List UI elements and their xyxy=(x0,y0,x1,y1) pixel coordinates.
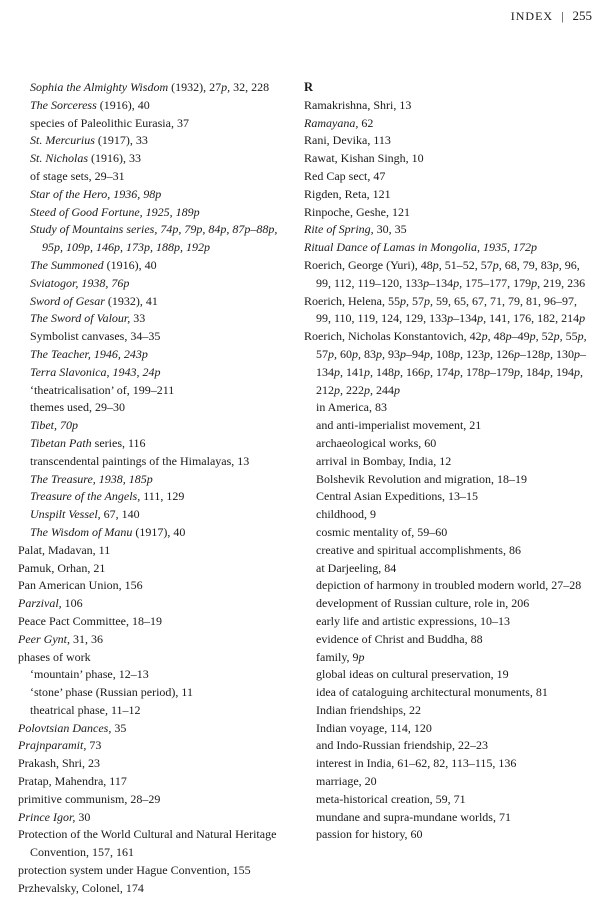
entry-text: –134 xyxy=(429,275,454,290)
entry-text: Polovtsian Dances, xyxy=(18,720,112,735)
entry-text: p xyxy=(358,649,365,664)
entry-text: p, xyxy=(399,293,409,308)
index-subentry xyxy=(304,399,590,417)
entry-text: at Darjeeling, 84 xyxy=(316,560,397,575)
entry-text: Prakash, Shri, 23 xyxy=(18,756,100,771)
entry-text: global ideas on cultural preservation, 19 xyxy=(316,667,509,682)
index-subentry xyxy=(18,204,286,222)
entry-text: 30, 35 xyxy=(373,222,407,237)
index-entry xyxy=(18,631,286,649)
entry-text: Unspilt Vessel, xyxy=(30,507,101,522)
entry-text: Rigden, Reta, 121 xyxy=(304,186,391,201)
index-subentry xyxy=(18,435,286,453)
entry-text: Terra Slavonica, 1943, 24p xyxy=(30,364,161,379)
entry-text: theatrical phase, 11–12 xyxy=(30,702,141,717)
entry-text: p, xyxy=(544,364,553,379)
entry-text: p, xyxy=(221,80,231,94)
entry-text: p, xyxy=(424,346,433,361)
entry-text: 83 xyxy=(361,346,376,361)
entry-text: Sword of Gesar xyxy=(30,293,105,308)
index-subentry xyxy=(304,613,590,631)
entry-text: 106 xyxy=(61,596,83,611)
index-subentry xyxy=(18,524,286,542)
index-subentry xyxy=(304,560,590,578)
index-subentry xyxy=(18,275,286,293)
entry-text: p, xyxy=(492,257,502,272)
index-entry xyxy=(18,613,286,631)
entry-text: Parzival, xyxy=(18,596,62,611)
entry-text: ‘theatricalisation’ of, 199–211 xyxy=(30,382,175,397)
index-subentry xyxy=(304,826,590,844)
entry-text: Pratap, Mahendra, 117 xyxy=(18,774,127,789)
index-entry xyxy=(304,328,590,399)
index-letter-heading xyxy=(304,79,590,97)
entry-text: of stage sets, 29–31 xyxy=(30,168,125,183)
index-subentry xyxy=(18,399,286,417)
index-entry xyxy=(304,221,590,239)
entry-text: –49 xyxy=(511,329,530,344)
entry-text: p, xyxy=(514,364,523,379)
index-entry xyxy=(18,720,286,738)
entry-text: (1932), 27 xyxy=(168,80,222,94)
entry-text: The Sword of Valour, xyxy=(30,311,131,326)
entry-text: 141, 176, 182, 214 xyxy=(486,311,580,326)
entry-text: Pan American Union, 156 xyxy=(18,578,143,593)
entry-text: p, xyxy=(424,364,433,379)
entry-text: St. Mercurius xyxy=(30,133,95,148)
index-entry xyxy=(304,168,590,186)
entry-text: –94 xyxy=(406,346,424,361)
entry-text: ‘stone’ phase (Russian period), 11 xyxy=(30,685,193,700)
entry-text: Symbolist canvases, 34–35 xyxy=(30,329,161,344)
entry-text: 31, 36 xyxy=(69,631,103,646)
entry-text: Central Asian Expeditions, 13–15 xyxy=(316,489,478,504)
entry-text: Study of Mountains series, 74p, 79p, 84p, 87p–88p, 95p, 109p, 146p, 173p, 188p, 192p xyxy=(30,222,278,255)
entry-text: series, 116 xyxy=(91,435,146,450)
index-subentry xyxy=(18,666,286,684)
entry-text: 194 xyxy=(553,364,574,379)
index-subentry xyxy=(18,364,286,382)
index-entry xyxy=(18,880,286,898)
entry-text: 32, 228 xyxy=(230,80,270,94)
entry-text: (1917), 33 xyxy=(94,133,148,148)
entry-text: The Wisdom of Manu xyxy=(30,524,133,539)
entry-text: ‘mountain’ phase, 12–13 xyxy=(30,667,149,682)
index-entry xyxy=(18,542,286,560)
index-subentry xyxy=(18,257,286,275)
entry-text: Roerich, Nicholas Konstantovich, 42 xyxy=(304,329,482,344)
entry-text: The Treasure, 1938, 185p xyxy=(30,471,153,486)
header-separator: | xyxy=(561,8,565,23)
entry-text: Pamuk, Orhan, 21 xyxy=(18,560,106,575)
index-entry xyxy=(18,649,286,667)
index-subentry xyxy=(304,720,590,738)
entry-text: 178 xyxy=(463,364,484,379)
entry-text: idea of cataloguing architectural monuments, 81 xyxy=(316,685,548,700)
entry-text: cosmic mentality of, 59–60 xyxy=(316,524,448,539)
entry-text: Red Cap sect, 47 xyxy=(304,168,386,183)
entry-text: 57 xyxy=(316,346,328,361)
entry-text: 212 xyxy=(316,382,334,397)
entry-text: 123 xyxy=(463,346,484,361)
index-subentry xyxy=(18,506,286,524)
entry-text: p, xyxy=(552,257,562,272)
entry-text: Tibet, 70p xyxy=(30,418,79,433)
entry-text: family, 9 xyxy=(316,649,359,664)
entry-text: –179 xyxy=(490,364,514,379)
entry-text: St. Nicholas xyxy=(30,151,89,166)
index-subentry xyxy=(18,221,286,257)
index-subentry xyxy=(18,79,286,97)
entry-text: p, xyxy=(352,346,361,361)
entry-text: Roerich, Helena, 55 xyxy=(304,293,400,308)
entry-text: 126 xyxy=(493,346,514,361)
entry-text: p, xyxy=(481,329,491,344)
entry-text: p, xyxy=(477,311,487,326)
entry-text: p, xyxy=(334,382,343,397)
entry-text: and Indo-Russian friendship, 22–23 xyxy=(316,738,488,753)
entry-text: Tibetan Path xyxy=(30,435,92,450)
entry-text: development of Russian culture, role in, 206 xyxy=(316,596,530,611)
entry-text: 166 xyxy=(403,364,424,379)
entry-text: p, xyxy=(394,364,403,379)
index-entry xyxy=(18,862,286,880)
entry-text: p, xyxy=(531,275,541,290)
entry-text: in America, 83 xyxy=(316,400,387,415)
entry-text: themes used, 29–30 xyxy=(30,400,125,415)
index-entry xyxy=(304,293,590,329)
index-entry xyxy=(304,204,590,222)
entry-text: p xyxy=(574,346,580,361)
entry-text: 62 xyxy=(358,115,374,130)
entry-text: childhood, 9 xyxy=(316,507,376,522)
page-number: 255 xyxy=(572,8,592,23)
entry-text: p, xyxy=(454,346,463,361)
entry-text: 219, 236 xyxy=(540,275,586,290)
index-subentry xyxy=(304,702,590,720)
entry-text: Ritual Dance of Lamas in Mongolia, 1935, 172p xyxy=(304,240,537,255)
entry-text: Peer Gynt, xyxy=(18,631,70,646)
entry-text: p xyxy=(447,311,454,326)
index-subentry xyxy=(304,417,590,435)
index-subentry xyxy=(304,791,590,809)
entry-text: evidence of Christ and Buddha, 88 xyxy=(316,631,483,646)
entry-text: 60 xyxy=(337,346,352,361)
entry-text: depiction of harmony in troubled modern world, 27–28 xyxy=(316,578,582,593)
entry-text: creative and spiritual accomplishments, 86 xyxy=(316,542,521,557)
entry-text: 52 xyxy=(538,329,554,344)
entry-text: Prince Igor, xyxy=(18,809,76,824)
index-entry xyxy=(18,773,286,791)
entry-text: 222 xyxy=(343,382,364,397)
entry-text: p, xyxy=(328,346,337,361)
entry-text: –134 xyxy=(316,346,586,379)
entry-text: 55 xyxy=(562,329,578,344)
entry-text: p xyxy=(505,329,512,344)
entry-text: and anti-imperialist movement, 21 xyxy=(316,418,482,433)
entry-text: p, xyxy=(544,346,553,361)
index-subentry xyxy=(18,471,286,489)
index-subentry xyxy=(18,310,286,328)
index-subentry xyxy=(304,435,590,453)
entry-text: Ramayana, xyxy=(304,115,359,130)
entry-text: 33 xyxy=(130,311,146,326)
entry-text: p xyxy=(484,364,490,379)
index-entry xyxy=(18,595,286,613)
index-subentry xyxy=(304,755,590,773)
entry-text: 174 xyxy=(433,364,454,379)
index-entry xyxy=(18,809,286,827)
index-subentry xyxy=(304,666,590,684)
entry-text: 175–177, 179 xyxy=(462,275,532,290)
entry-text: –128 xyxy=(520,346,544,361)
entry-text: 108 xyxy=(433,346,454,361)
running-header xyxy=(511,8,592,24)
index-subentry xyxy=(18,150,286,168)
entry-text: 57 xyxy=(408,293,424,308)
entry-text: 59, 65, 67, 71, 79, 81, 96–97, 99, 110, 119, 124, 129, 133 xyxy=(316,293,577,326)
entry-text: p, xyxy=(376,346,385,361)
index-subentry xyxy=(304,595,590,613)
index-subentry xyxy=(18,97,286,115)
entry-text: –134 xyxy=(453,311,478,326)
entry-text: p, xyxy=(553,329,563,344)
index-subentry xyxy=(18,453,286,471)
entry-text: 68, 79, 83 xyxy=(501,257,553,272)
index-entry xyxy=(304,239,590,257)
entry-text: phases of work xyxy=(18,649,91,664)
entry-text: p xyxy=(423,275,430,290)
entry-text: protection system under Hague Convention, 155 xyxy=(18,863,251,878)
entry-text: Star of the Hero, 1936, 98p xyxy=(30,186,162,201)
index-entry xyxy=(18,791,286,809)
entry-text: primitive communism, 28–29 xyxy=(18,791,161,806)
index-subentry xyxy=(18,702,286,720)
index-entry xyxy=(18,755,286,773)
index-subentry xyxy=(18,132,286,150)
index-subentry xyxy=(18,328,286,346)
entry-text: Bolshevik Revolution and migration, 18–19 xyxy=(316,471,527,486)
entry-text: 48 xyxy=(490,329,506,344)
index-subentry xyxy=(304,809,590,827)
index-subentry xyxy=(304,471,590,489)
index-entry xyxy=(304,115,590,133)
index-entry xyxy=(18,560,286,578)
entry-text: p xyxy=(579,311,586,326)
entry-text: Sophia the Almighty Wisdom xyxy=(30,80,169,94)
entry-text: R xyxy=(304,80,314,94)
index-subentry xyxy=(18,115,286,133)
index-subentry xyxy=(304,488,590,506)
entry-text: p, xyxy=(574,364,583,379)
entry-text: 51–52, 57 xyxy=(441,257,493,272)
entry-text: Peace Pact Committee, 18–19 xyxy=(18,613,162,628)
entry-text: interest in India, 61–62, 82, 113–115, 136 xyxy=(316,756,517,771)
index-entry xyxy=(18,577,286,595)
entry-text: 73 xyxy=(86,738,102,753)
entry-text: Sviatogor, 1938, 76p xyxy=(30,275,130,290)
index-subentry xyxy=(18,417,286,435)
entry-text: Roerich, George (Yuri), 48 xyxy=(304,257,433,272)
entry-text: Indian voyage, 114, 120 xyxy=(316,720,432,735)
entry-text: (1932), 41 xyxy=(104,293,158,308)
section-title: INDEX xyxy=(510,8,554,23)
entry-text: 93 xyxy=(385,346,400,361)
entry-text: p, xyxy=(529,329,539,344)
entry-text: Rite of Spring, xyxy=(304,222,374,237)
entry-text: p, xyxy=(364,382,373,397)
entry-text: passion for history, 60 xyxy=(316,827,423,842)
entry-text: The Sorceress xyxy=(30,97,97,112)
entry-text: 96, 99, 112, 119–120, 133 xyxy=(316,257,580,290)
entry-text: meta-historical creation, 59, 71 xyxy=(316,791,466,806)
entry-text: p, xyxy=(432,257,442,272)
entry-text: Protection of the World Cultural and Natural Heritage Convention, 157, 161 xyxy=(18,827,277,860)
entry-text: Treasure of the Angels, xyxy=(30,489,141,504)
entry-text: p, xyxy=(484,346,493,361)
index-subentry xyxy=(304,542,590,560)
index-subentry xyxy=(18,346,286,364)
index-subentry xyxy=(18,488,286,506)
index-subentry xyxy=(304,773,590,791)
index-entry xyxy=(304,257,590,293)
index-entry xyxy=(304,97,590,115)
entry-text: 184 xyxy=(523,364,544,379)
index-subentry xyxy=(304,649,590,667)
entry-text: The Teacher, 1946, 243p xyxy=(30,346,148,361)
index-subentry xyxy=(304,524,590,542)
index-subentry xyxy=(304,506,590,524)
index-entry xyxy=(304,186,590,204)
entry-text: Steed of Good Fortune, 1925, 189p xyxy=(30,204,200,219)
index-entry xyxy=(304,150,590,168)
entry-text: early life and artistic expressions, 10–13 xyxy=(316,613,510,628)
entry-text: Przhevalsky, Colonel, 174 xyxy=(18,880,144,895)
index-subentry xyxy=(18,186,286,204)
entry-text: p, xyxy=(364,364,373,379)
index-subentry xyxy=(18,684,286,702)
entry-text: 141 xyxy=(343,364,364,379)
entry-text: (1916), 33 xyxy=(88,151,142,166)
index-subentry xyxy=(18,293,286,311)
entry-text: archaeological works, 60 xyxy=(316,435,437,450)
entry-text: p xyxy=(400,346,406,361)
entry-text: (1916), 40 xyxy=(96,97,150,112)
entry-text: 111, 129 xyxy=(140,489,185,504)
entry-text: The Summoned xyxy=(30,257,104,272)
entry-text: marriage, 20 xyxy=(316,774,377,789)
entry-text: mundane and supra-mundane worlds, 71 xyxy=(316,809,511,824)
entry-text: (1916), 40 xyxy=(103,257,157,272)
index-subentry xyxy=(304,737,590,755)
index-subentry xyxy=(304,684,590,702)
entry-text: Rani, Devika, 113 xyxy=(304,133,391,148)
entry-text: arrival in Bombay, India, 12 xyxy=(316,453,452,468)
entry-text: (1917), 40 xyxy=(132,524,186,539)
entry-text: transcendental paintings of the Himalayas, 13 xyxy=(30,453,250,468)
entry-text: p, xyxy=(577,329,587,344)
index-subentry xyxy=(18,168,286,186)
index-column-left xyxy=(18,79,286,898)
entry-text: p, xyxy=(454,364,463,379)
entry-text: species of Paleolithic Eurasia, 37 xyxy=(30,115,189,130)
index-entry xyxy=(18,737,286,755)
entry-text: 148 xyxy=(373,364,394,379)
entry-text: Indian friendships, 22 xyxy=(316,702,421,717)
entry-text: p, xyxy=(453,275,463,290)
entry-text: p, xyxy=(423,293,433,308)
index-subentry xyxy=(304,631,590,649)
entry-text: Rawat, Kishan Singh, 10 xyxy=(304,151,424,166)
index-subentry xyxy=(304,453,590,471)
entry-text: 30 xyxy=(75,809,91,824)
entry-text: 67, 140 xyxy=(100,507,140,522)
entry-text: 35 xyxy=(111,720,127,735)
entry-text: Rinpoche, Geshe, 121 xyxy=(304,204,410,219)
index-subentry xyxy=(18,382,286,400)
entry-text: p xyxy=(514,346,520,361)
index-subentry xyxy=(304,577,590,595)
index-column-right xyxy=(304,79,590,844)
entry-text: 130 xyxy=(553,346,574,361)
entry-text: p xyxy=(394,382,400,397)
entry-text: 244 xyxy=(373,382,394,397)
entry-text: p, xyxy=(334,364,343,379)
index-entry xyxy=(304,132,590,150)
entry-text: Prajnparamit, xyxy=(18,738,87,753)
entry-text: Ramakrishna, Shri, 13 xyxy=(304,97,412,112)
entry-text: Palat, Madavan, 11 xyxy=(18,542,111,557)
